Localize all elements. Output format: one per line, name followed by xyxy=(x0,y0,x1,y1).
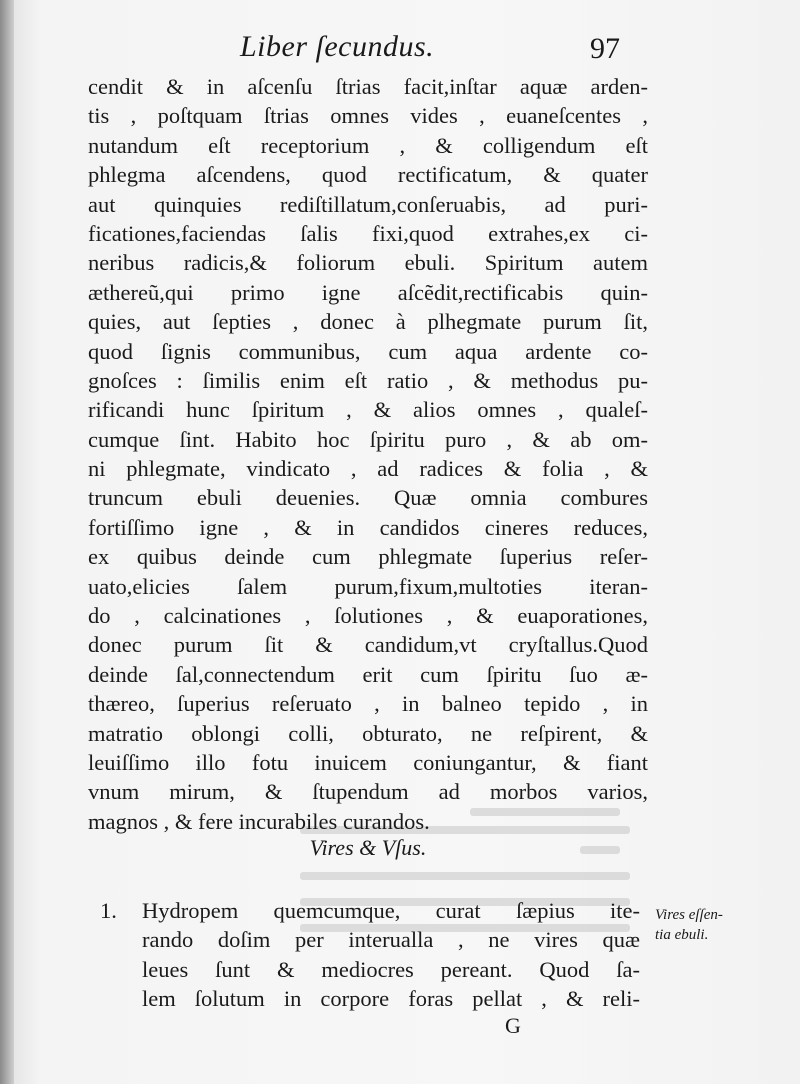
text-line-last: magnos , & fere incurabiles curandos. xyxy=(88,808,430,834)
text-line: matratio oblongi colli, obturato, ne reſpirent, & xyxy=(88,720,648,746)
item-line: leues ſunt & mediocres pereant. Quod ſa- xyxy=(142,956,640,982)
text-line: thæreo, ſuperius reſeruato , in balneo tepido , in xyxy=(88,691,648,717)
text-line: neribus radicis,& foliorum ebuli. Spiritum autem xyxy=(88,250,648,276)
running-title: Liber ſecundus. xyxy=(240,30,435,63)
text-line: quod ſignis communibus, cum aqua ardente co- xyxy=(88,338,648,364)
text-line: aut quinquies rediſtillatum,conſeruabis, ad puri- xyxy=(88,191,648,217)
text-line: quies, aut ſepties , donec à plhegmate purum ſit, xyxy=(88,309,648,335)
text-line: vnum mirum, & ſtupendum ad morbos varios, xyxy=(88,779,648,805)
item-line: Hydropem quemcumque, curat ſæpius ite- xyxy=(142,898,640,923)
margin-note-line: Vires eſſen- xyxy=(655,907,723,923)
section-heading-text: Vires & Vſus. xyxy=(309,835,427,860)
text-line: fortiſſimo igne , & in candidos cineres reduces, xyxy=(88,514,648,540)
main-text-block xyxy=(88,72,648,836)
text-line: truncum ebuli deuenies. Quæ omnia combures xyxy=(88,485,648,511)
text-line: gnoſces : ſimilis enim eſt ratio , & methodus pu- xyxy=(88,367,648,393)
margin-note xyxy=(655,905,785,945)
text-line: tis , poſtquam ſtrias omnes vides , euaneſcentes , xyxy=(88,103,648,129)
item-number: 1. xyxy=(100,898,117,923)
item-text-block xyxy=(142,896,640,1014)
item-line: rando doſim per interualla , ne vires quæ xyxy=(142,927,640,953)
section-heading xyxy=(0,835,800,861)
text-line: ex quibus deinde cum phlegmate ſuperius reſer- xyxy=(88,544,648,570)
text-line: ni phlegmate, vindicato , ad radices & folia , & xyxy=(88,456,648,482)
text-line: phlegma aſcendens, quod rectificatum, & quater xyxy=(88,162,648,188)
text-line: ficationes,faciendas ſalis fixi,quod extrahes,ex ci- xyxy=(88,220,648,246)
text-line: æthereũ,qui primo igne aſcẽdit,rectificabis quin- xyxy=(88,279,648,305)
page-number: 97 xyxy=(590,32,620,65)
text-line: cendit & in aſcenſu ſtrias facit,inſtar aquæ arden- xyxy=(88,74,648,99)
text-line: donec purum ſit & candidum,vt cryſtallus.Quod xyxy=(88,632,648,658)
text-line: uato,elicies ſalem purum,fixum,multoties iteran- xyxy=(88,573,648,599)
page-spine-shadow xyxy=(0,0,14,1084)
text-line: nutandum eſt receptorium , & colligendum eſt xyxy=(88,132,648,158)
margin-note-line: tia ebuli. xyxy=(655,927,709,943)
item-line: lem ſolutum in corpore foras pellat , & reli- xyxy=(142,986,640,1012)
text-line: leuiſſimo illo fotu inuicem coniungantur, & fiant xyxy=(88,749,648,775)
text-line: do , calcinationes , ſolutiones , & euaporationes, xyxy=(88,603,648,629)
text-line: deinde ſal,connectendum erit cum ſpiritu ſuo æ- xyxy=(88,661,648,687)
text-line: rificandi hunc ſpiritum , & alios omnes , qualeſ- xyxy=(88,397,648,423)
text-line: cumque ſint. Habito hoc ſpiritu puro , & ab om- xyxy=(88,426,648,452)
signature-mark: G xyxy=(505,1013,521,1038)
